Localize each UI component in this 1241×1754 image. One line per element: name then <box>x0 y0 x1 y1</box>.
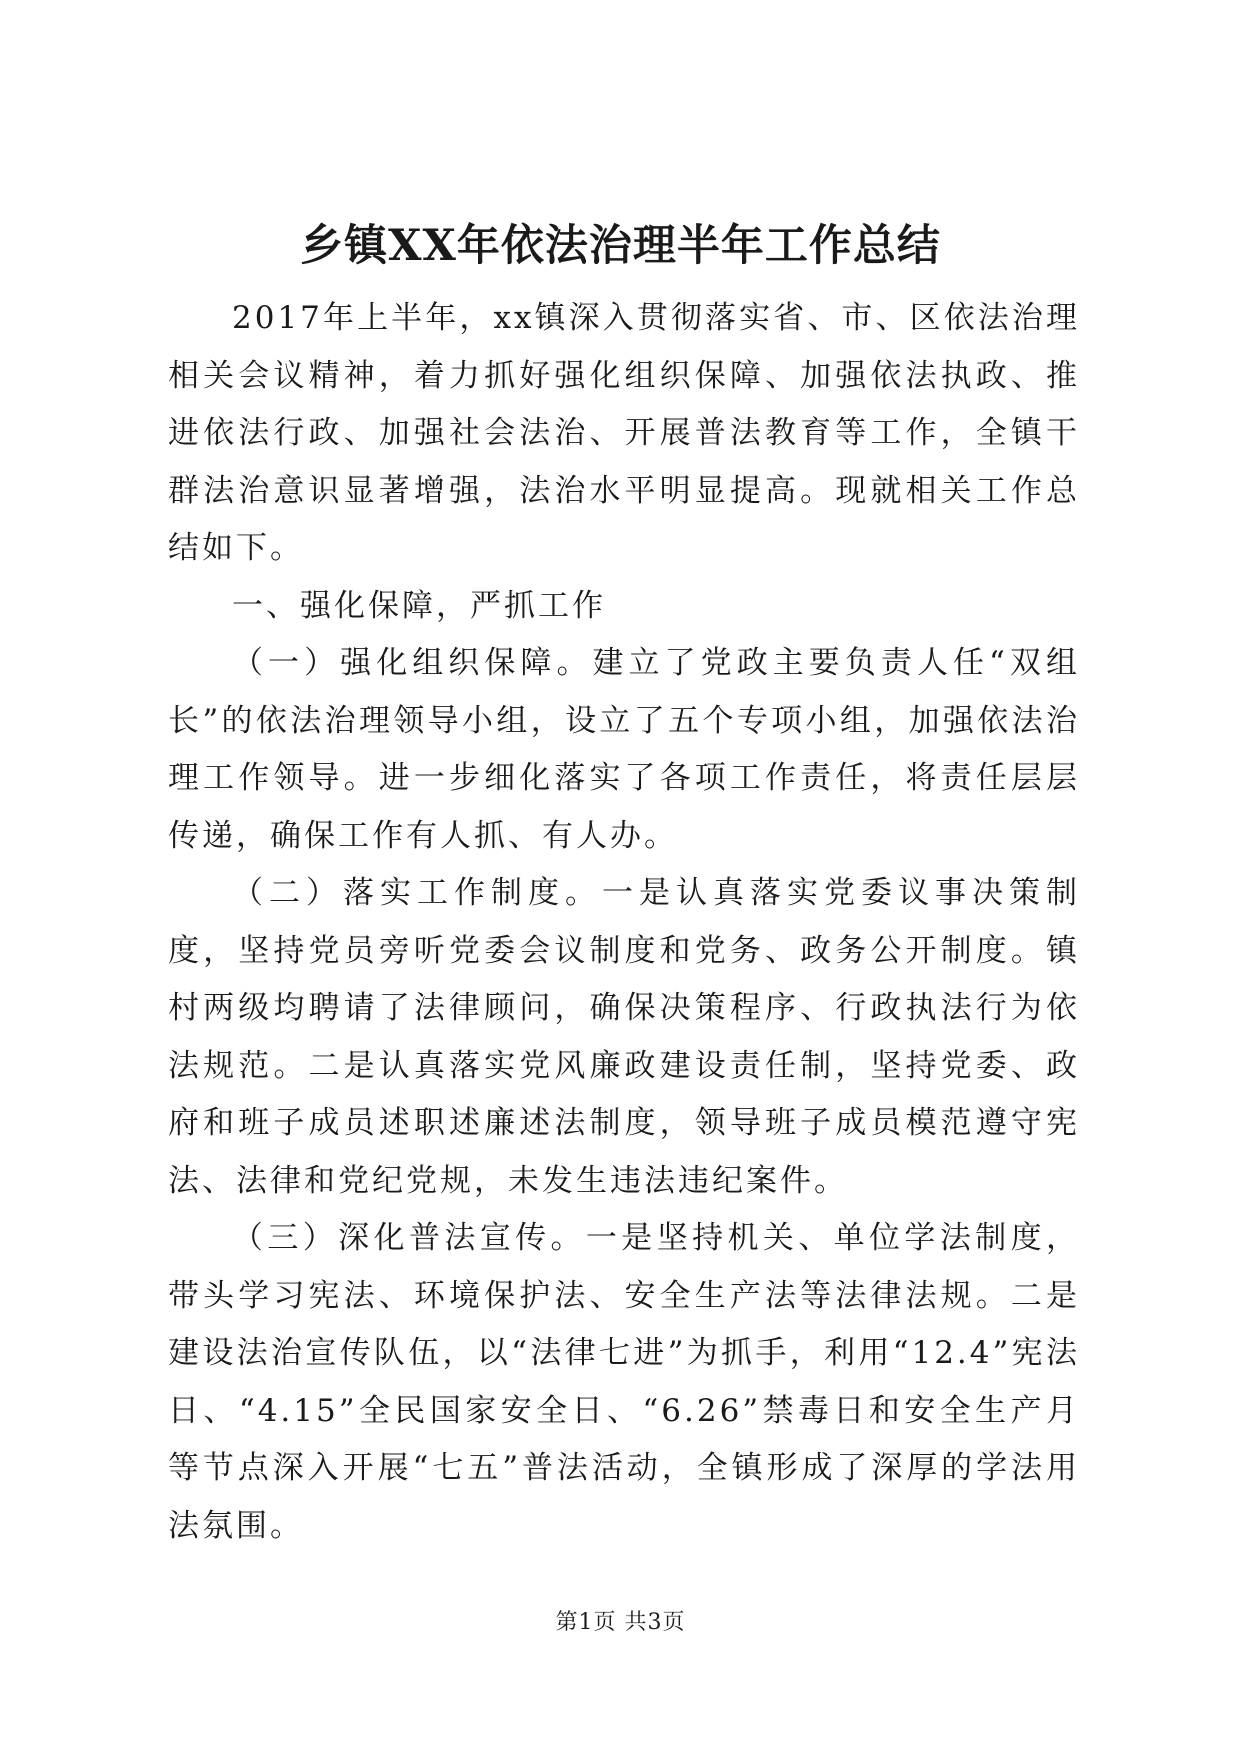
paragraph-legal-publicity: （三）深化普法宣传。一是坚持机关、单位学法制度，带头学习宪法、环境保护法、安全生产法等法律法规。二是建设法治宣传队伍，以“法律七进”为抓手，利用“12.4”宪法日、“4.15”全民国家安全日、“6.26”禁毒日和安全生产月等节点深入开展“七五”普法活动，全镇形成了深厚的学法用法氛围。 <box>168 1220 1080 1544</box>
page-number-footer: 第1页 共3页 <box>555 1610 686 1635</box>
paragraph-intro: 2017年上半年，xx镇深入贯彻落实省、市、区依法治理相关会议精神，着力抓好强化组织保障、加强依法执政、推进依法行政、加强社会法治、开展普法教育等工作，全镇干群法治意识显著增强，法治水平明显提高。现就相关工作总结如下。 <box>168 300 1080 566</box>
document-title: 乡镇XX年依法治理半年工作总结 <box>300 221 941 271</box>
section-heading-1: 一、强化保障，严抓工作 <box>232 587 606 624</box>
paragraph-work-system: （二）落实工作制度。一是认真落实党委议事决策制度，坚持党员旁听党委会议制度和党务、政务公开制度。镇村两级均聘请了法律顾问，确保决策程序、行政执法行为依法规范。二是认真落实党风廉政建设责任制，坚持党委、政府和班子成员述职述廉述法制度，领导班子成员模范遵守宪法、法律和党纪党规，未发生违法违纪案件。 <box>168 875 1080 1199</box>
paragraph-organization: （一）强化组织保障。建立了党政主要负责人任“双组长”的依法治理领导小组，设立了五个专项小组，加强依法治理工作领导。进一步细化落实了各项工作责任，将责任层层传递，确保工作有人抓、有人办。 <box>168 645 1080 854</box>
document-body <box>168 290 1080 1555</box>
